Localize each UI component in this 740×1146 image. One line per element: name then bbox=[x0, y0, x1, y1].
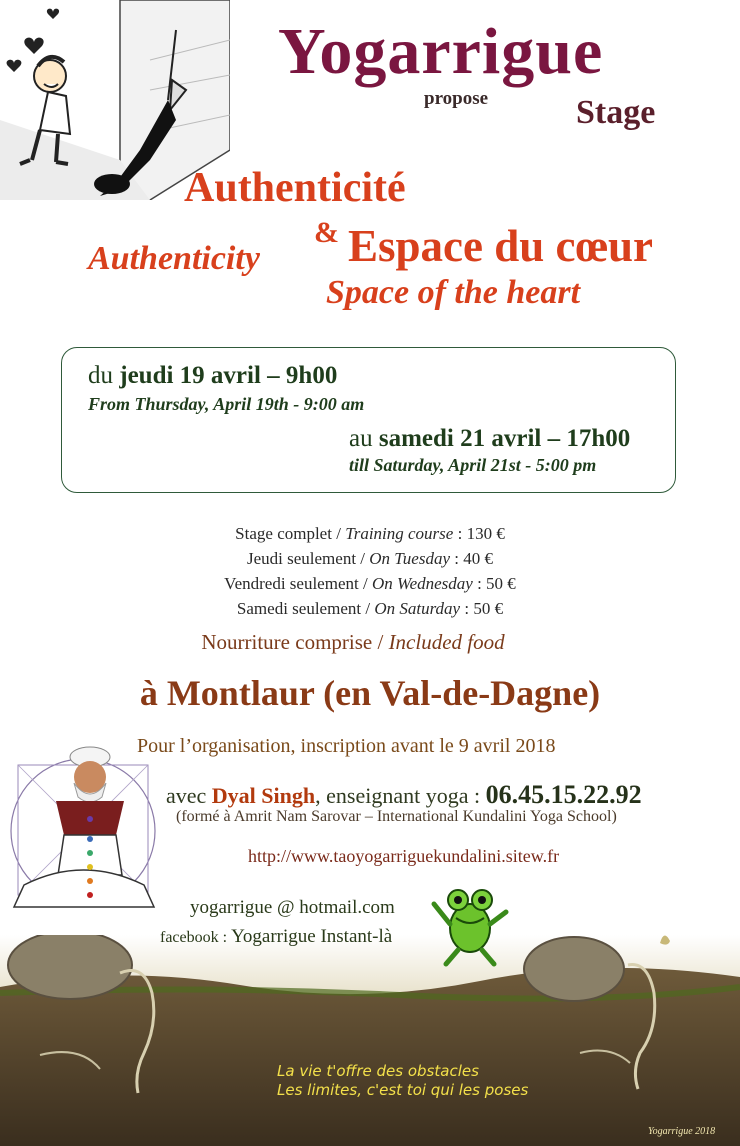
end-date-en: till Saturday, April 21st - 5:00 pm bbox=[349, 455, 597, 475]
website-link[interactable]: http://www.taoyogarriguekundalini.sitew.fr bbox=[248, 846, 560, 866]
food-note: Nourriture comprise / Included food bbox=[201, 630, 505, 654]
stage-label: Stage bbox=[576, 94, 656, 131]
title-space-of-the-heart: Space of the heart bbox=[326, 274, 581, 311]
event-location: à Montlaur (en Val-de-Dagne) bbox=[139, 673, 601, 713]
title-ampersand: & bbox=[314, 216, 339, 249]
title-authenticite: Authenticité bbox=[184, 165, 406, 211]
end-date: au samedi 21 avril – 17h00 bbox=[349, 425, 631, 452]
teacher-line: avec Dyal Singh, enseignant yoga : 06.45.15.22.92 bbox=[166, 780, 642, 809]
price-row: Vendredi seulement / On Wednesday : 50 € bbox=[224, 574, 516, 593]
facebook-contact: facebook : Yogarrigue Instant-là bbox=[160, 926, 393, 947]
title-authenticity: Authenticity bbox=[88, 240, 260, 277]
quote-line-1: La vie t'offre des obstacles bbox=[277, 1062, 479, 1080]
quote bbox=[277, 1062, 528, 1100]
quote-line-2: Les limites, c'est toi qui les poses bbox=[277, 1081, 529, 1099]
email-address[interactable]: yogarrigue @ hotmail.com bbox=[190, 897, 395, 918]
brand-title: Yogarrigue bbox=[278, 15, 604, 88]
phone-number: 06.45.15.22.92 bbox=[485, 780, 642, 809]
price-list bbox=[0, 521, 740, 621]
price-row: Jeudi seulement / On Tuesday : 40 € bbox=[246, 549, 493, 568]
registration-note: Pour l’organisation, inscription avant le 9 avril 2018 bbox=[137, 735, 556, 757]
facebook-page[interactable]: Yogarrigue Instant-là bbox=[231, 926, 393, 947]
price-row: Samedi seulement / On Saturday : 50 € bbox=[236, 599, 504, 618]
start-date-en: From Thursday, April 19th - 9:00 am bbox=[88, 394, 365, 414]
start-date: du jeudi 19 avril – 9h00 bbox=[88, 362, 338, 389]
teacher-name: Dyal Singh bbox=[211, 783, 316, 808]
soil-illustration bbox=[0, 935, 740, 1146]
credit: Yogarrigue 2018 bbox=[648, 1126, 716, 1137]
teacher-formation: (formé à Amrit Nam Sarovar – International Kundalini Yoga School) bbox=[176, 808, 617, 825]
price-row: Stage complet / Training course : 130 € bbox=[235, 524, 505, 543]
title-espace-du-coeur: Espace du cœur bbox=[348, 221, 654, 271]
frog-icon bbox=[430, 884, 510, 968]
propose-label: propose bbox=[424, 88, 489, 109]
yogi-chakra-illustration bbox=[4, 735, 162, 915]
